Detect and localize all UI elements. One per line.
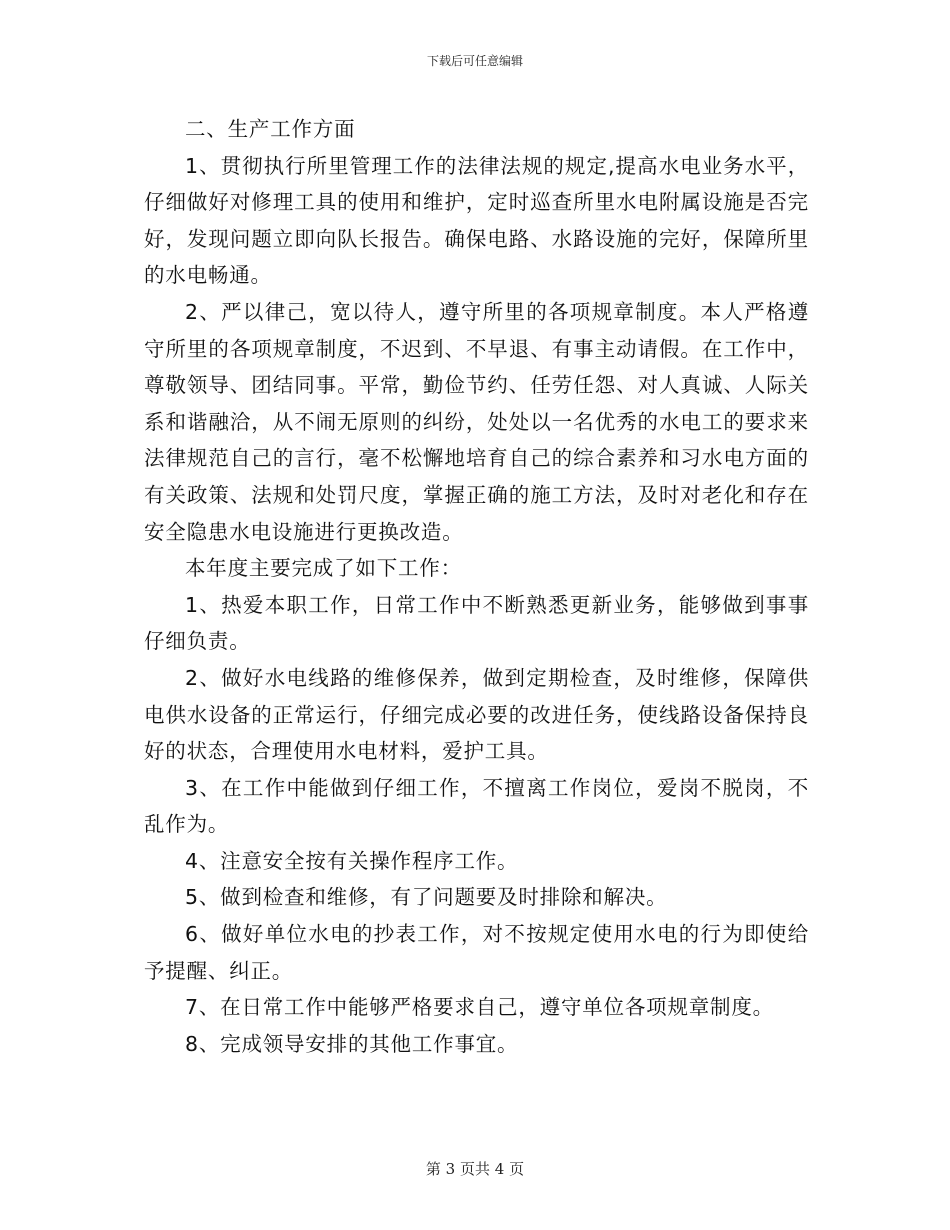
list-item-1: 1、热爱本职工作，日常工作中不断熟悉更新业务，能够做到事事仔细负责。 (144, 592, 809, 654)
list-item-6: 6、做好单位水电的抄表工作，对不按规定使用水电的行为即使给予提醒、纠正。 (144, 922, 809, 983)
list-item-4: 4、注意安全按有关操作程序工作。 (185, 848, 519, 873)
list-item-3: 3、在工作中能做到仔细工作，不擅离工作岗位，爱岗不脱岗，不乱作为。 (144, 775, 809, 837)
list-item-8: 8、完成领导安排的其他工作事宜。 (185, 1031, 519, 1056)
page-footer: 第 3 页共 4 页 (425, 1160, 525, 1178)
paragraph-2: 2、严以律己，宽以待人，遵守所里的各项规章制度。本人严格遵守所里的各项规章制度，不迟到、不早退、有事主动请假。在工作中，尊敬领导、团结同事。平常，勤俭节约、任劳任怨、对人真诚、人际关系和谐融洽，从不闹无原则的纠纷，处处以一名优秀的水电工的要求来法律规范自己的言行，毫不松懈地培育自己的综合素养和习水电方面的有关政策、法规和处罚尺度，掌握正确的施工方法，及时对老化和存在安全隐患水电设施进行更换改造。 (144, 299, 809, 544)
page-header: 下载后可任意编辑 (426, 54, 523, 68)
list-intro: 本年度主要完成了如下工作： (185, 556, 462, 581)
list-item-2: 2、做好水电线路的维修保养，做到定期检查，及时维修，保障供电供水设备的正常运行，仔细完成必要的改进任务，使线路设备保持良好的状态，合理使用水电材料，爱护工具。 (144, 665, 809, 764)
list-item-5: 5、做到检查和维修，有了问题要及时排除和解决。 (185, 885, 668, 910)
paragraph-1: 1、贯彻执行所里管理工作的法律法规的规定,提高水电业务水平，仔细做好对修理工具的使用和维护，定时巡查所里水电附属设施是否完好，发现问题立即向队长报告。确保电路、水路设施的完好，保障所里的水电畅通。 (144, 153, 809, 288)
document-body (144, 111, 809, 1062)
list-item-7: 7、在日常工作中能够严格要求自己，遵守单位各项规章制度。 (185, 995, 774, 1020)
section-heading: 二、生产工作方面 (185, 117, 356, 141)
